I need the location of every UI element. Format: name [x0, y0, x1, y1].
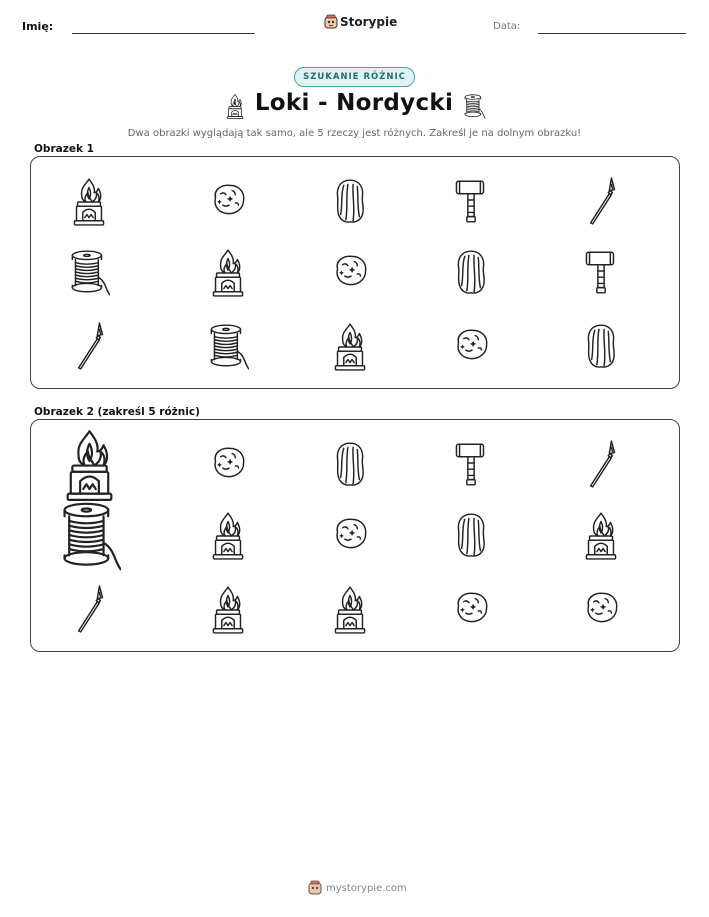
name-label: Imię:	[22, 20, 54, 33]
spear-icon[interactable]	[68, 583, 110, 635]
spool-icon[interactable]	[58, 496, 121, 574]
activity-badge: SZUKANIE RÓŻNIC	[294, 67, 415, 87]
hammer-icon[interactable]	[450, 438, 492, 490]
brazier-icon[interactable]	[580, 509, 622, 561]
spear-icon	[580, 175, 622, 227]
hammer-icon	[580, 246, 622, 298]
picture1-label: Obrazek 1	[34, 143, 94, 155]
picture2-panel[interactable]	[30, 419, 680, 652]
hair-icon[interactable]	[450, 509, 492, 561]
brazier-icon[interactable]	[207, 583, 249, 635]
brazier-icon[interactable]	[58, 425, 121, 503]
spear-icon	[68, 320, 110, 372]
storypie-logo-icon	[323, 14, 339, 30]
stone-icon[interactable]	[329, 509, 371, 561]
instructions: Dwa obrazki wyglądają tak samo, ale 5 rzeczy jest różnych. Zakreśl je na dolnym obrazku!	[127, 128, 582, 139]
brand-name: Storypie	[340, 15, 398, 29]
stone-icon[interactable]	[450, 583, 492, 635]
stone-icon[interactable]	[207, 438, 249, 490]
hair-icon[interactable]	[329, 438, 371, 490]
spool-icon	[207, 320, 249, 372]
brazier-icon	[68, 175, 110, 227]
brazier-icon[interactable]	[329, 583, 371, 635]
brazier-icon	[329, 320, 371, 372]
footer-url: mystorypie.com	[326, 883, 407, 894]
name-line[interactable]	[72, 33, 255, 34]
picture2-label: Obrazek 2 (zakreśl 5 różnic)	[34, 406, 200, 418]
date-line[interactable]	[538, 33, 686, 34]
picture1-panel	[30, 156, 680, 389]
hair-icon	[450, 246, 492, 298]
stone-icon	[450, 320, 492, 372]
page-title: Loki - Nordycki	[254, 90, 454, 116]
hair-icon	[329, 175, 371, 227]
stone-icon	[329, 246, 371, 298]
hammer-icon	[450, 175, 492, 227]
spool-icon	[68, 246, 110, 298]
brazier-icon[interactable]	[207, 509, 249, 561]
stone-icon[interactable]	[580, 583, 622, 635]
stone-icon	[207, 175, 249, 227]
hair-icon	[580, 320, 622, 372]
spear-icon[interactable]	[580, 438, 622, 490]
date-label: Data:	[493, 21, 521, 32]
footer-logo-icon	[307, 880, 323, 896]
brazier-icon	[207, 246, 249, 298]
spool-icon	[461, 92, 487, 120]
brazier-icon	[224, 92, 246, 120]
